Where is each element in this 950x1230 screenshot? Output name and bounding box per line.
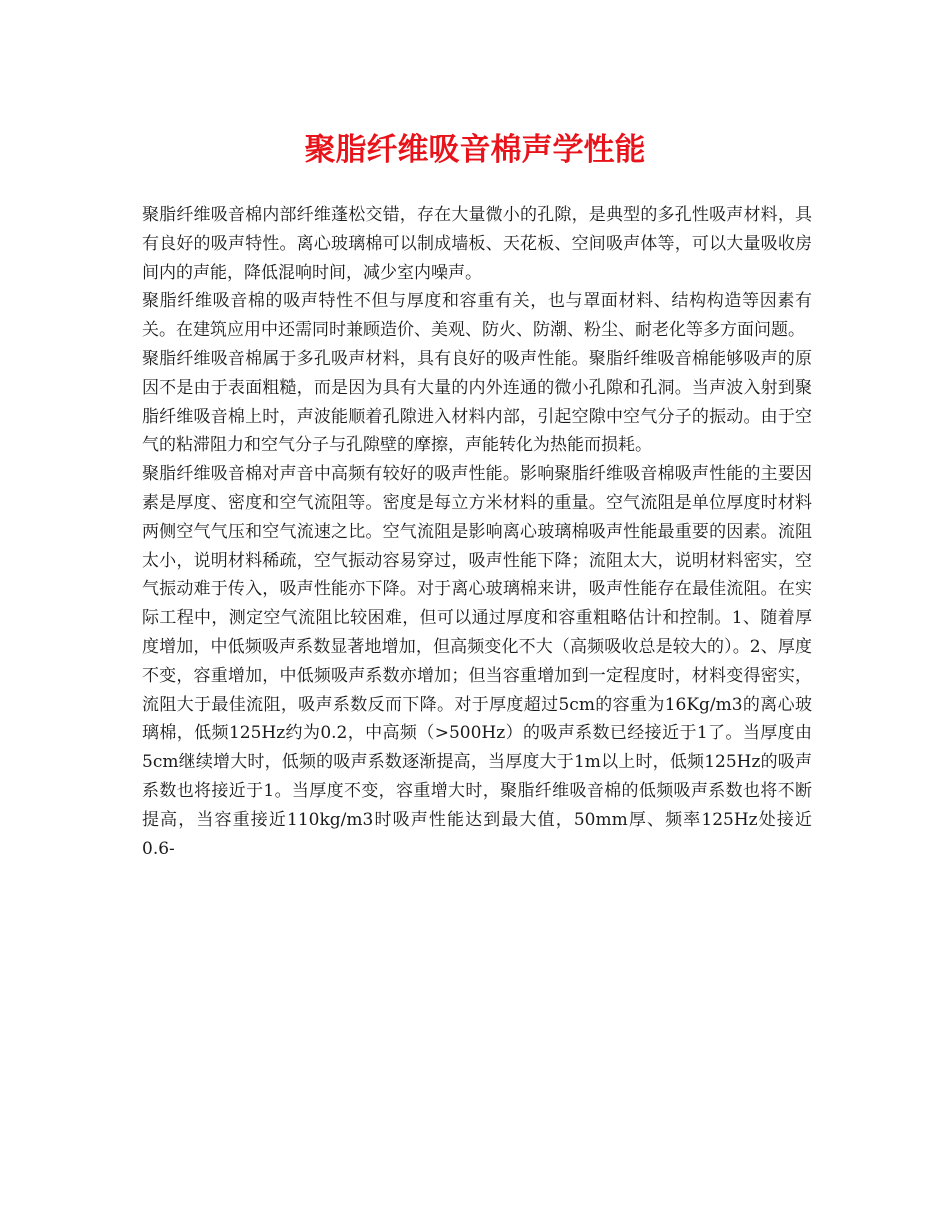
paragraph-factors: 聚脂纤维吸音棉的吸声特性不但与厚度和容重有关，也与罩面材料、结构构造等因素有关。在建筑应用中还需同时兼顾造价、美观、防火、防潮、粉尘、耐老化等多方面问题。	[142, 291, 812, 341]
paragraph-mechanism: 聚脂纤维吸音棉属于多孔吸声材料，具有良好的吸声性能。聚脂纤维吸音棉能够吸声的原因不是由于表面粗糙，而是因为具有大量的内外连通的微小孔隙和孔洞。当声波入射到聚脂纤维吸音棉上时，声波能顺着孔隙进入材料内部，引起空隙中空气分子的振动。由于空气的粘滞阻力和空气分子与孔隙壁的摩擦，声能转化为热能而损耗。	[142, 348, 812, 456]
paragraph-intro: 聚脂纤维吸音棉内部纤维蓬松交错，存在大量微小的孔隙，是典型的多孔性吸声材料，具有良好的吸声特性。离心玻璃棉可以制成墙板、天花板、空间吸声体等，可以大量吸收房间内的声能，降低混响时间，减少室内噪声。	[142, 205, 812, 283]
document-body	[142, 201, 812, 863]
paragraph-performance: 聚脂纤维吸音棉对声音中高频有较好的吸声性能。影响聚脂纤维吸音棉吸声性能的主要因素是厚度、密度和空气流阻等。密度是每立方米材料的重量。空气流阻是单位厚度时材料两侧空气气压和空气流速之比。空气流阻是影响离心玻璃棉吸声性能最重要的因素。流阻太小，说明材料稀疏，空气振动容易穿过，吸声性能下降；流阻太大，说明材料密实，空气振动难于传入，吸声性能亦下降。对于离心玻璃棉来讲，吸声性能存在最佳流阻。在实际工程中，测定空气流阻比较困难，但可以通过厚度和容重粗略估计和控制。1、随着厚度增加，中低频吸声系数显著地增加，但高频变化不大（高频吸收总是较大的）。2、厚度不变，容重增加，中低频吸声系数亦增加；但当容重增加到一定程度时，材料变得密实，流阻大于最佳流阻，吸声系数反而下降。对于厚度超过5cm的容重为16Kg/m3的离心玻璃棉，低频125Hz约为0.2，中高频（>500Hz）的吸声系数已经接近于1了。当厚度由5cm继续增大时，低频的吸声系数逐渐提高，当厚度大于1m以上时，低频125Hz的吸声系数也将接近于1。当厚度不变，容重增大时，聚脂纤维吸音棉的低频吸声系数也将不断提高，当容重接近110kg/m3时吸声性能达到最大值，50mm厚、频率125Hz处接近0.6-	[142, 464, 812, 859]
document-title: 聚脂纤维吸音棉声学性能	[304, 132, 646, 168]
